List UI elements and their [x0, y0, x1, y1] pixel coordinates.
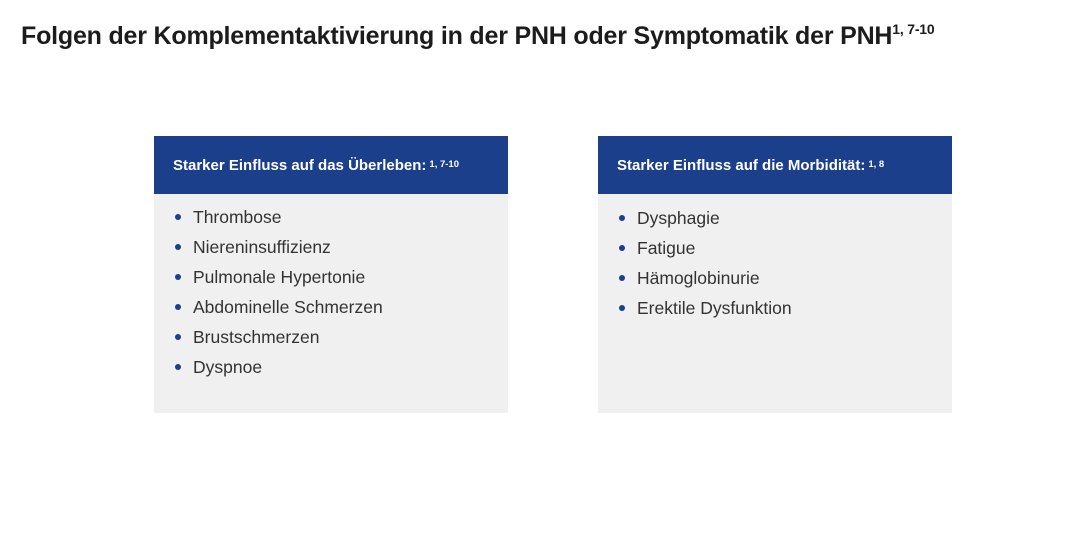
- list-item-label: Dyspnoe: [193, 357, 263, 377]
- bullet-icon: [175, 274, 181, 280]
- bullet-icon: [175, 364, 181, 370]
- list-item-label: Erektile Dysfunktion: [637, 298, 792, 318]
- list-item-label: Fatigue: [637, 238, 696, 258]
- page-title-text: Folgen der Komplementaktivierung in der PNH oder Symptomatik der PNH: [21, 22, 893, 50]
- bullet-icon: [619, 275, 625, 281]
- list-item: [619, 297, 952, 327]
- bullet-icon: [175, 334, 181, 340]
- list-item-label: Hämoglobinurie: [637, 268, 760, 288]
- bullet-icon: [175, 214, 181, 220]
- list-item: [175, 266, 508, 296]
- bullet-icon: [175, 304, 181, 310]
- page-title-references: 1, 7-10: [892, 21, 935, 37]
- survival-impact-card: [154, 136, 508, 413]
- list-item-label: Dysphagie: [637, 208, 720, 228]
- list-item: [619, 207, 952, 237]
- survival-impact-list: [154, 194, 508, 386]
- bullet-icon: [619, 245, 625, 251]
- list-item: [175, 206, 508, 236]
- list-item-label: Thrombose: [193, 207, 282, 227]
- page-title: [21, 22, 934, 51]
- list-item-label: Pulmonale Hypertonie: [193, 267, 366, 287]
- list-item-label: Abdominelle Schmerzen: [193, 297, 383, 317]
- list-item: [619, 237, 952, 267]
- bullet-icon: [619, 305, 625, 311]
- list-item: [175, 356, 508, 386]
- list-item-label: Niereninsuffizienz: [193, 237, 331, 257]
- morbidity-impact-header: Starker Einfluss auf die Morbidität: 1, 8: [598, 136, 952, 194]
- morbidity-impact-list: [598, 194, 952, 327]
- survival-impact-header: Starker Einfluss auf das Überleben: 1, 7-10: [154, 136, 508, 194]
- morbidity-impact-card: [598, 136, 952, 413]
- morbidity-impact-header-label: Starker Einfluss auf die Morbidität:: [617, 156, 866, 174]
- bullet-icon: [619, 215, 625, 221]
- list-item: [175, 296, 508, 326]
- list-item: [619, 267, 952, 297]
- bullet-icon: [175, 244, 181, 250]
- list-item: [175, 236, 508, 266]
- list-item-label: Brustschmerzen: [193, 327, 320, 347]
- survival-impact-header-label: Starker Einfluss auf das Überleben:: [173, 156, 427, 174]
- list-item: [175, 326, 508, 356]
